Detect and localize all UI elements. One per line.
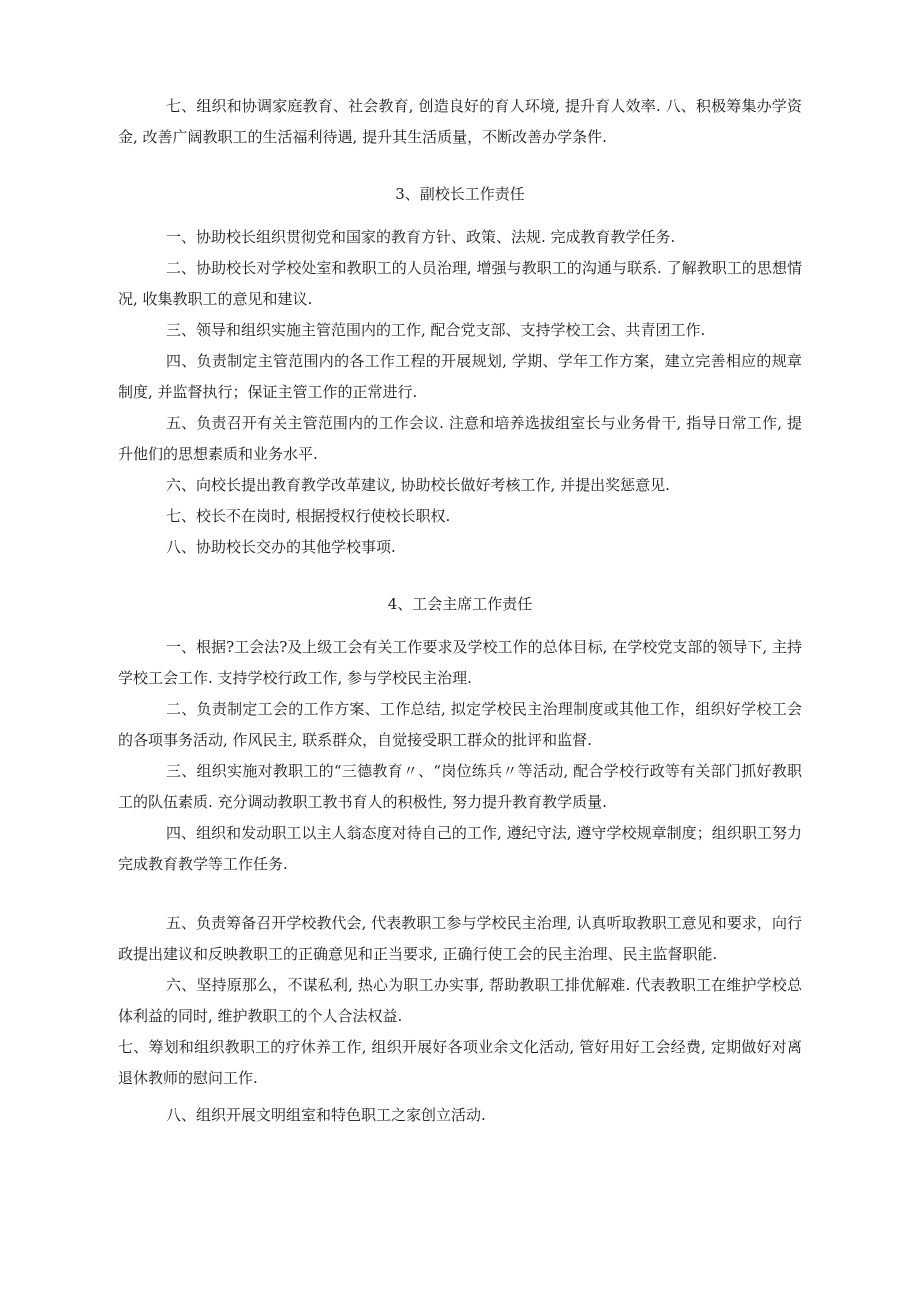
spacer: [166, 620, 802, 632]
section-3-item-3: 三、领导和组织实施主管范围内的工作, 配合党支部、支持学校工会、共青团工作.: [166, 321, 706, 339]
section-4-item-5: 五、负责筹备召开学校教代会, 代表教职工参与学校民主治理, 认真听取教职工意见和要求，向行政提出建议和反映教职工的正确意见和正当要求, 正确行使工会的民主治理、民主监督职能.: [118, 914, 802, 963]
section-3-item-4: 四、负责制定主管范围内的各工作工程的开展规划, 学期、学年工作方案，建立完善相应的规章制度, 并监督执行；保证主管工作的正常进行.: [118, 352, 802, 401]
section-3-item-2: 二、协助校长对学校处室和教职工的人员治理, 增强与教职工的沟通与联系. 了解教职工的思想情况, 收集教职工的意见和建议.: [118, 259, 802, 308]
section-3-item-6: 六、向校长提出教育教学改革建议, 协助校长做好考核工作, 并提出奖惩意见.: [166, 476, 670, 494]
section-3-item-1: 一、协助校长组织贯彻党和国家的教育方针、政策、法规. 完成教育教学任务.: [166, 228, 676, 246]
section-3-item-8: 八、协助校长交办的其他学校事项.: [166, 538, 396, 556]
section-4-title: 4、工会主席工作责任: [387, 595, 533, 613]
section-4-item-1: 一、根据?工会法?及上级工会有关工作要求及学校工作的总体目标, 在学校党支部的领导下, 主持学校工会工作. 支持学校行政工作, 参与学校民主治理.: [118, 638, 802, 687]
section-4-item-7: 七、筹划和组织教职工的疗休养工作, 组织开展好各项业余文化活动, 管好用好工会经费, 定期做好对离退休教师的慰问工作.: [118, 1038, 802, 1087]
section-4-item-3: 三、组织实施对教职工的“三德教育〃、“岗位练兵〃等活动, 配合学校行政等有关部门抓好教职工的队伍素质. 充分调动教职工教书育人的积极性, 努力提升教育教学质量.: [118, 762, 802, 811]
section-4-item-8: 八、组织开展文明组室和特色职工之家创立活动.: [166, 1106, 486, 1124]
section-3-title: 3、副校长工作责任: [395, 185, 525, 203]
section-4-item-4: 四、组织和发动职工以主人翁态度对待自己的工作, 遵纪守法, 遵守学校规章制度；组织职工努力完成教育教学等工作任务.: [118, 824, 802, 873]
section-3-item-5: 五、负责召开有关主管范围内的工作会议. 注意和培养选拔组室长与业务骨干, 指导日常工作, 提升他们的思想素质和业务水平.: [118, 414, 802, 463]
section-4-body: [118, 632, 802, 1131]
section-4-item-2: 二、负责制定工会的工作方案、工作总结, 拟定学校民主治理制度或其他工作，组织好学校工会的各项事务活动, 作风民主, 联系群众，自觉接受职工群众的批评和监督.: [118, 700, 802, 749]
paragraph-top: 七、组织和协调家庭教育、社会教育, 创造良好的育人环境, 提升育人效率. 八、积极筹集办学资金, 改善广阔教职工的生活福利待遇, 提升其生活质量，不断改善办学条件.: [118, 97, 802, 146]
section-3-body: [118, 222, 802, 563]
section-3-item-7: 七、校长不在岗时, 根据授权行使校长职权.: [166, 507, 451, 525]
section-4-item-6: 六、坚持原那么，不谋私利, 热心为职工办实事, 帮助教职工排优解难. 代表教职工在维护学校总体利益的同时, 维护教职工的个人合法权益.: [118, 976, 802, 1025]
spacer: [166, 563, 802, 589]
spacer: [166, 153, 802, 179]
spacer: [166, 880, 802, 908]
spacer: [166, 210, 802, 222]
